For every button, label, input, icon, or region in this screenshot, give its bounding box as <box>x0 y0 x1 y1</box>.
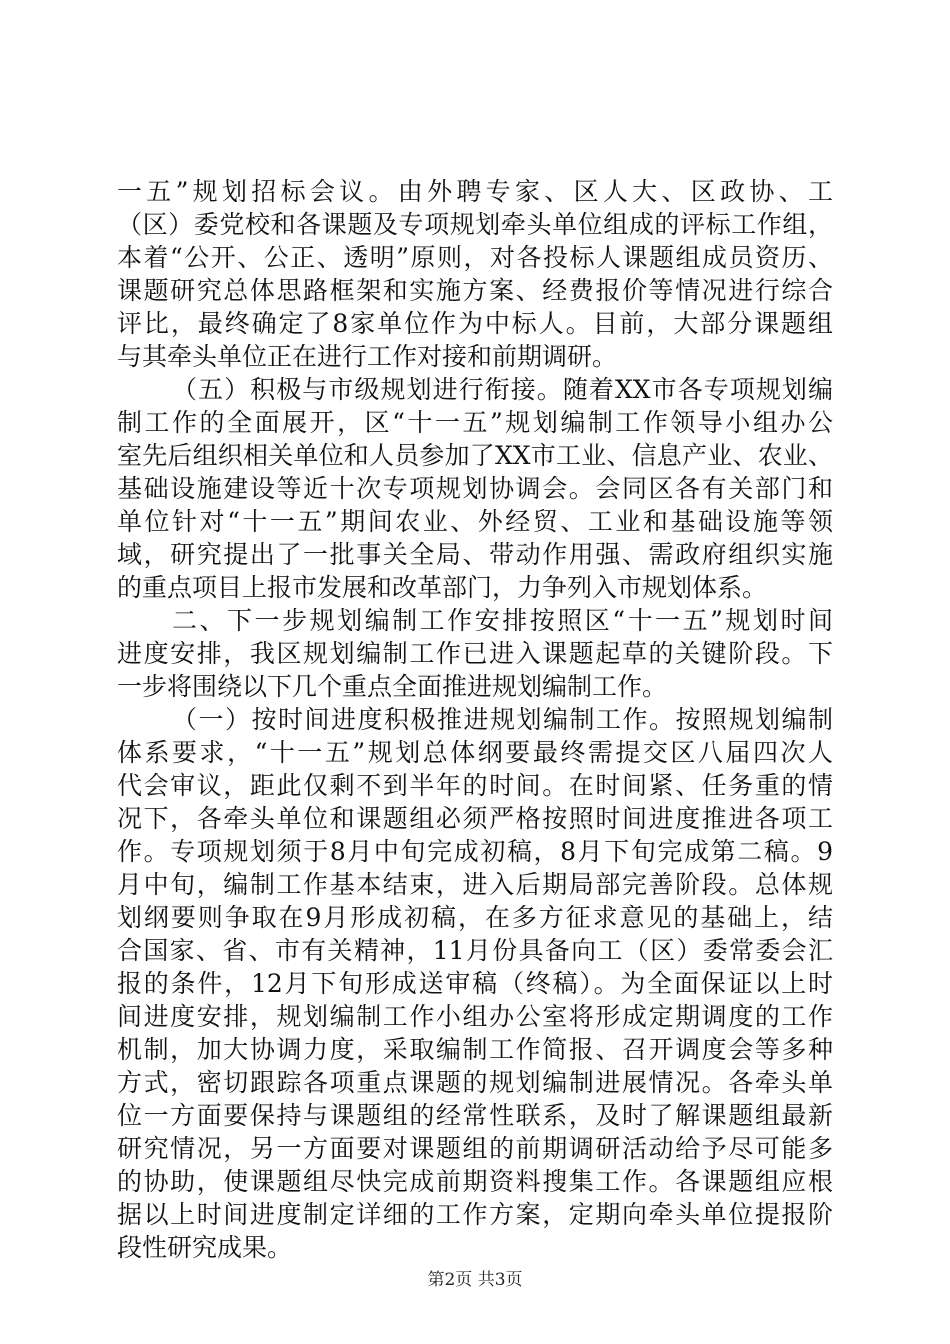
text-line: 划纲要则争取在9月形成初稿，在多方征求意见的基础上，结 <box>117 903 833 932</box>
text-line: 与其牵头单位正在进行工作对接和前期调研。 <box>117 342 618 371</box>
text-line: 的重点项目上报市发展和改革部门，力争列入市规划体系。 <box>117 573 768 602</box>
text-line: 方式，密切跟踪各项重点课题的规划编制进展情况。各牵头单 <box>117 1068 833 1097</box>
text-line: 课题研究总体思路框架和实施方案、经费报价等情况进行综合 <box>117 276 833 305</box>
text-line: 室先后组织相关单位和人员参加了XX市工业、信息产业、农业、 <box>117 441 833 470</box>
page-number-footer: 第2页 共3页 <box>427 1270 523 1290</box>
text-line: 体系要求，“十一五”规划总体纲要最终需提交区八届四次人 <box>117 738 833 767</box>
text-line: 月中旬，编制工作基本结束，进入后期局部完善阶段。总体规 <box>117 870 833 899</box>
paragraph-first-line: （一）按时间进度积极推进规划编制工作。按照规划编制 <box>172 705 833 734</box>
text-line: （区）委党校和各课题及专项规划牵头单位组成的评标工作组， <box>117 210 833 239</box>
text-line: 段性研究成果。 <box>117 1233 293 1262</box>
text-line: 报的条件，12月下旬形成送审稿（终稿）。为全面保证以上时 <box>117 969 833 998</box>
text-line: 况下，各牵头单位和课题组必须严格按照时间进度推进各项工 <box>117 804 833 833</box>
text-line: 评比，最终确定了8家单位作为中标人。目前，大部分课题组 <box>117 309 833 338</box>
text-line: 的协助，使课题组尽快完成前期资料搜集工作。各课题组应根 <box>117 1167 833 1196</box>
text-line: 据以上时间进度制定详细的工作方案，定期向牵头单位提报阶 <box>117 1200 833 1229</box>
text-line: 作。专项规划须于8月中旬完成初稿，8月下旬完成第二稿。9 <box>117 837 833 866</box>
paragraph-first-line: 二、下一步规划编制工作安排按照区“十一五”规划时间 <box>172 606 833 635</box>
text-line: 机制，加大协调力度，采取编制工作简报、召开调度会等多种 <box>117 1035 833 1064</box>
text-line: 本着“公开、公正、透明”原则，对各投标人课题组成员资历、 <box>117 243 833 272</box>
text-line: 合国家、省、市有关精神，11月份具备向工（区）委常委会汇 <box>117 936 833 965</box>
text-line: 进度安排，我区规划编制工作已进入课题起草的关键阶段。下 <box>117 639 833 668</box>
text-line: 研究情况，另一方面要对课题组的前期调研活动给予尽可能多 <box>117 1134 833 1163</box>
text-line: 域，研究提出了一批事关全局、带动作用强、需政府组织实施 <box>117 540 833 569</box>
text-line: 基础设施建设等近十次专项规划协调会。会同区各有关部门和 <box>117 474 833 503</box>
text-line: 位一方面要保持与课题组的经常性联系，及时了解课题组最新 <box>117 1101 833 1130</box>
text-line: 代会审议，距此仅剩不到半年的时间。在时间紧、任务重的情 <box>117 771 833 800</box>
text-line: 制工作的全面展开，区“十一五”规划编制工作领导小组办公 <box>117 408 833 437</box>
text-line: 单位针对“十一五”期间农业、外经贸、工业和基础设施等领 <box>117 507 833 536</box>
text-line: 间进度安排，规划编制工作小组办公室将形成定期调度的工作 <box>117 1002 833 1031</box>
paragraph-first-line: （五）积极与市级规划进行衔接。随着XX市各专项规划编 <box>172 375 833 404</box>
text-line: 一五”规划招标会议。由外聘专家、区人大、区政协、工 <box>117 177 833 206</box>
text-line: 一步将围绕以下几个重点全面推进规划编制工作。 <box>117 672 668 701</box>
